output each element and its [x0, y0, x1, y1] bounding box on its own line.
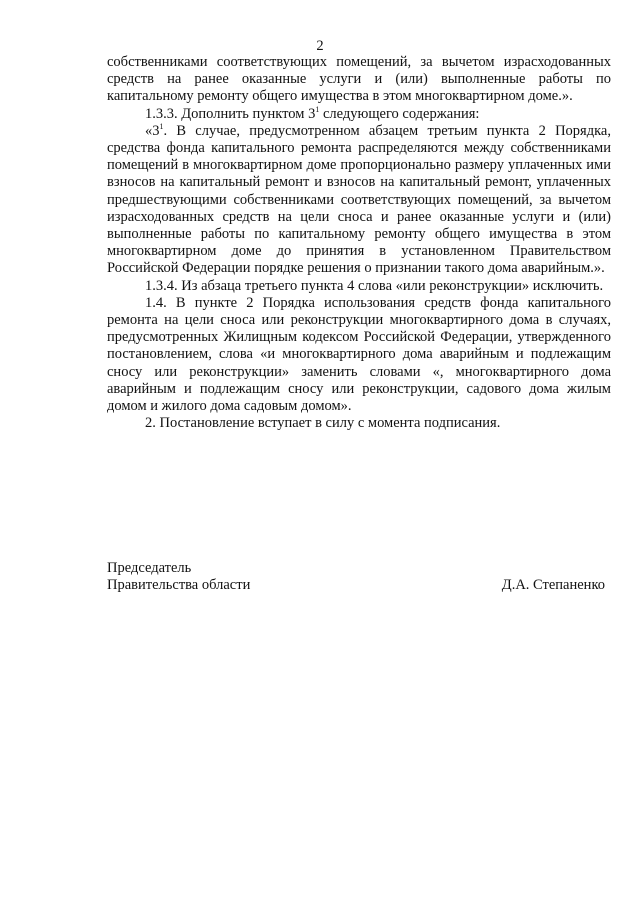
paragraph-quoted-3-1-start: «3 — [145, 122, 160, 139]
superscript: 1 — [315, 104, 320, 114]
paragraph-quoted-3-1 — [107, 123, 611, 278]
paragraph-1-3-3 — [107, 106, 611, 123]
signature-name: Д.А. Степаненко — [501, 577, 605, 593]
paragraph-1-3-3-text: 1.3.3. Дополнить пунктом 3 — [145, 105, 316, 122]
paragraph-1-4: 1.4. В пункте 2 Порядка использования средств фонда капитального ремонта на цели сноса или реконструкции многоквартирного дома в случаях, предусмотренных Жилищным кодексом Российской Федерации, утвержденного постановлением, слова «и многоквартирного дома аварийным и подлежащим сносу или реконструкции» заменить словами «, многоквартирного дома аварийным и подлежащим сносу или реконструкции, садового дома жилым домом и жилого дома садовым домом». — [107, 294, 611, 415]
signature-title-line1: Председатель — [107, 560, 192, 576]
signature-title-line2: Правительства области — [107, 577, 251, 593]
paragraph-continuation: собственниками соответствующих помещений, за вычетом израсходованных средств на ранее оказанные услуги и (или) выполненные работы по капитальному ремонту общего имущества в этом многоквартирном доме.». — [107, 54, 611, 105]
signature-row — [107, 577, 605, 594]
paragraph-2: 2. Постановление вступает в силу с момента подписания. — [145, 415, 501, 432]
document-body — [107, 54, 611, 432]
paragraph-1-3-4: 1.3.4. Из абзаца третьего пункта 4 слова «или реконструкции» исключить. — [145, 277, 604, 294]
page-number: 2 — [316, 38, 324, 54]
paragraph-quoted-3-1-text: . В случае, предусмотренном абзацем третьим пункта 2 Порядка, средства фонда капитального ремонта распределяются между собственниками помещений в многоквартирном доме пропорционально размеру уплаченных ими взносов на капитальный ремонт и взносов на капитальный ремонт, уплаченных предшествующими собственниками соответствующих помещений, за вычетом израсходованных средств на цели сноса и ранее оказанные услуги и (или) выполненные работы по капитальному ремонту общего имущества в этом многоквартирном доме до принятия в установленном Правительством Российской Федерации порядке решения о признании такого дома аварийным.». — [107, 122, 611, 277]
signature-block — [107, 560, 605, 594]
superscript: 1 — [159, 121, 164, 131]
paragraph-1-3-3-text-end: следующего содержания: — [319, 105, 480, 122]
